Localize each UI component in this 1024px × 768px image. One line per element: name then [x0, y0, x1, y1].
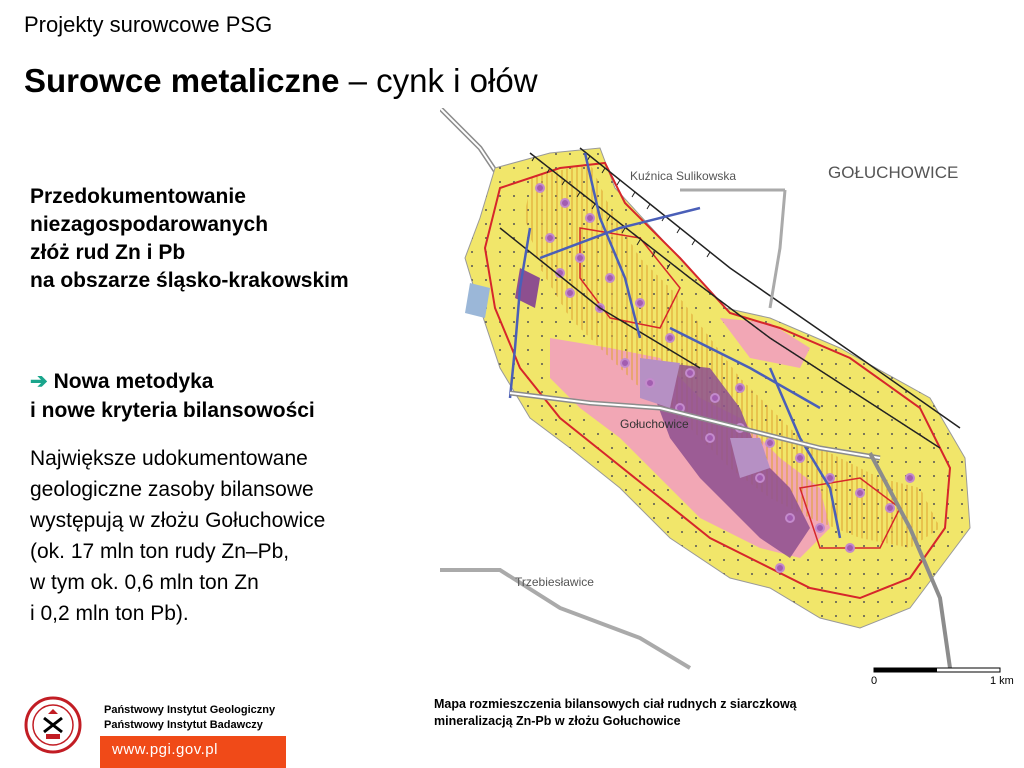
scale-bar — [871, 668, 1014, 687]
title-rest: – cynk i ołów — [339, 62, 538, 99]
institute-name — [104, 703, 275, 733]
website-link[interactable]: www.pgi.gov.pl — [112, 741, 218, 758]
text-block-methodology — [30, 367, 315, 425]
institute-line: Państwowy Instytut Geologiczny — [104, 704, 276, 716]
methodology-line-1 — [30, 367, 315, 396]
text-line: niezagospodarowanych — [30, 213, 269, 236]
text-line: występują w złożu Gołuchowice — [30, 509, 326, 532]
scale-end-label: 1 km — [990, 675, 1014, 687]
arrow-right-icon: ➔ — [30, 370, 48, 393]
text-line: i nowe kryteria bilansowości — [30, 399, 315, 422]
scale-start-label: 0 — [871, 675, 878, 687]
map-title-label: GOŁUCHOWICE — [828, 163, 959, 182]
map-caption — [434, 696, 894, 730]
institute-line: Państwowy Instytut Badawczy — [104, 719, 263, 731]
text-line: złóż rud Zn i Pb — [30, 241, 186, 264]
caption-line: Mapa rozmieszczenia bilansowych ciał rudnych z siarczkową — [434, 697, 797, 711]
page-title — [24, 62, 538, 100]
text-block-resources — [30, 443, 325, 629]
deposit-map — [440, 108, 1024, 688]
place-label-goluchowice: Gołuchowice — [620, 417, 689, 431]
text-line: geologiczne zasoby bilansowe — [30, 478, 314, 501]
place-label-trzebieslawice: Trzebiesławice — [515, 575, 594, 589]
place-label-kuznica: Kuźnica Sulikowska — [630, 169, 737, 183]
text-line: Największe udokumentowane — [30, 447, 308, 470]
text-line: na obszarze śląsko-krakowskim — [30, 269, 349, 292]
text-line: (ok. 17 mln ton rudy Zn–Pb, — [30, 540, 290, 563]
caption-line: mineralizacją Zn-Pb w złożu Gołuchowice — [434, 714, 681, 728]
header-subtitle: Projekty surowcowe PSG — [24, 12, 273, 37]
text-line: Nowa metodyka — [53, 370, 214, 393]
text-block-predocumentation — [30, 183, 349, 295]
pgi-logo — [24, 696, 82, 754]
title-bold: Surowce metaliczne — [24, 62, 340, 99]
text-line: w tym ok. 0,6 mln ton Zn — [30, 571, 259, 594]
text-line: Przedokumentowanie — [30, 185, 246, 208]
text-line: i 0,2 mln ton Pb). — [30, 602, 189, 625]
